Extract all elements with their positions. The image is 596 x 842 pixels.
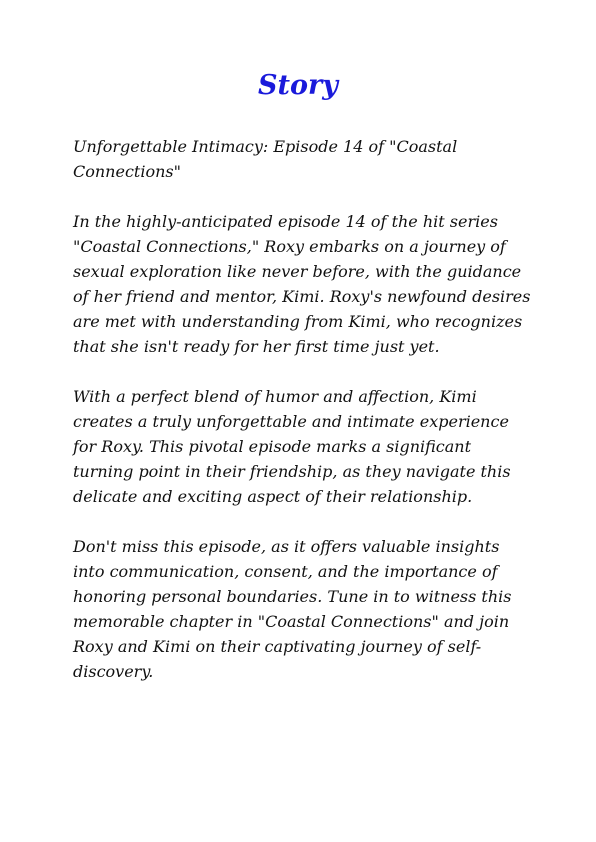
story-heading: Unforgettable Intimacy: Episode 14 of "Coastal Connections" xyxy=(73,137,458,181)
story-paragraph-2: With a perfect blend of humor and affection, Kimi creates a truly unforgettable and intimate experience for Roxy. This pivotal episode marks a significant turning point in their friendship, as they navigate this delicate and exciting aspect of their relationship. xyxy=(73,387,511,506)
page-title: Story xyxy=(258,70,338,101)
story-body xyxy=(73,134,531,709)
story-paragraph-1: In the highly-anticipated episode 14 of the hit series "Coastal Connections," Roxy embarks on a journey of sexual exploration like never before, with the guidance of her friend and mentor, Kimi. Roxy's newfound desires are met with understanding from Kimi, who recognizes that she isn't ready for her first time just yet. xyxy=(73,212,531,356)
story-paragraph-3: Don't miss this episode, as it offers valuable insights into communication, consent, and the importance of honoring personal boundaries. Tune in to witness this memorable chapter in "Coastal Connections" and join Roxy and Kimi on their captivating journey of self-discovery. xyxy=(73,537,512,681)
